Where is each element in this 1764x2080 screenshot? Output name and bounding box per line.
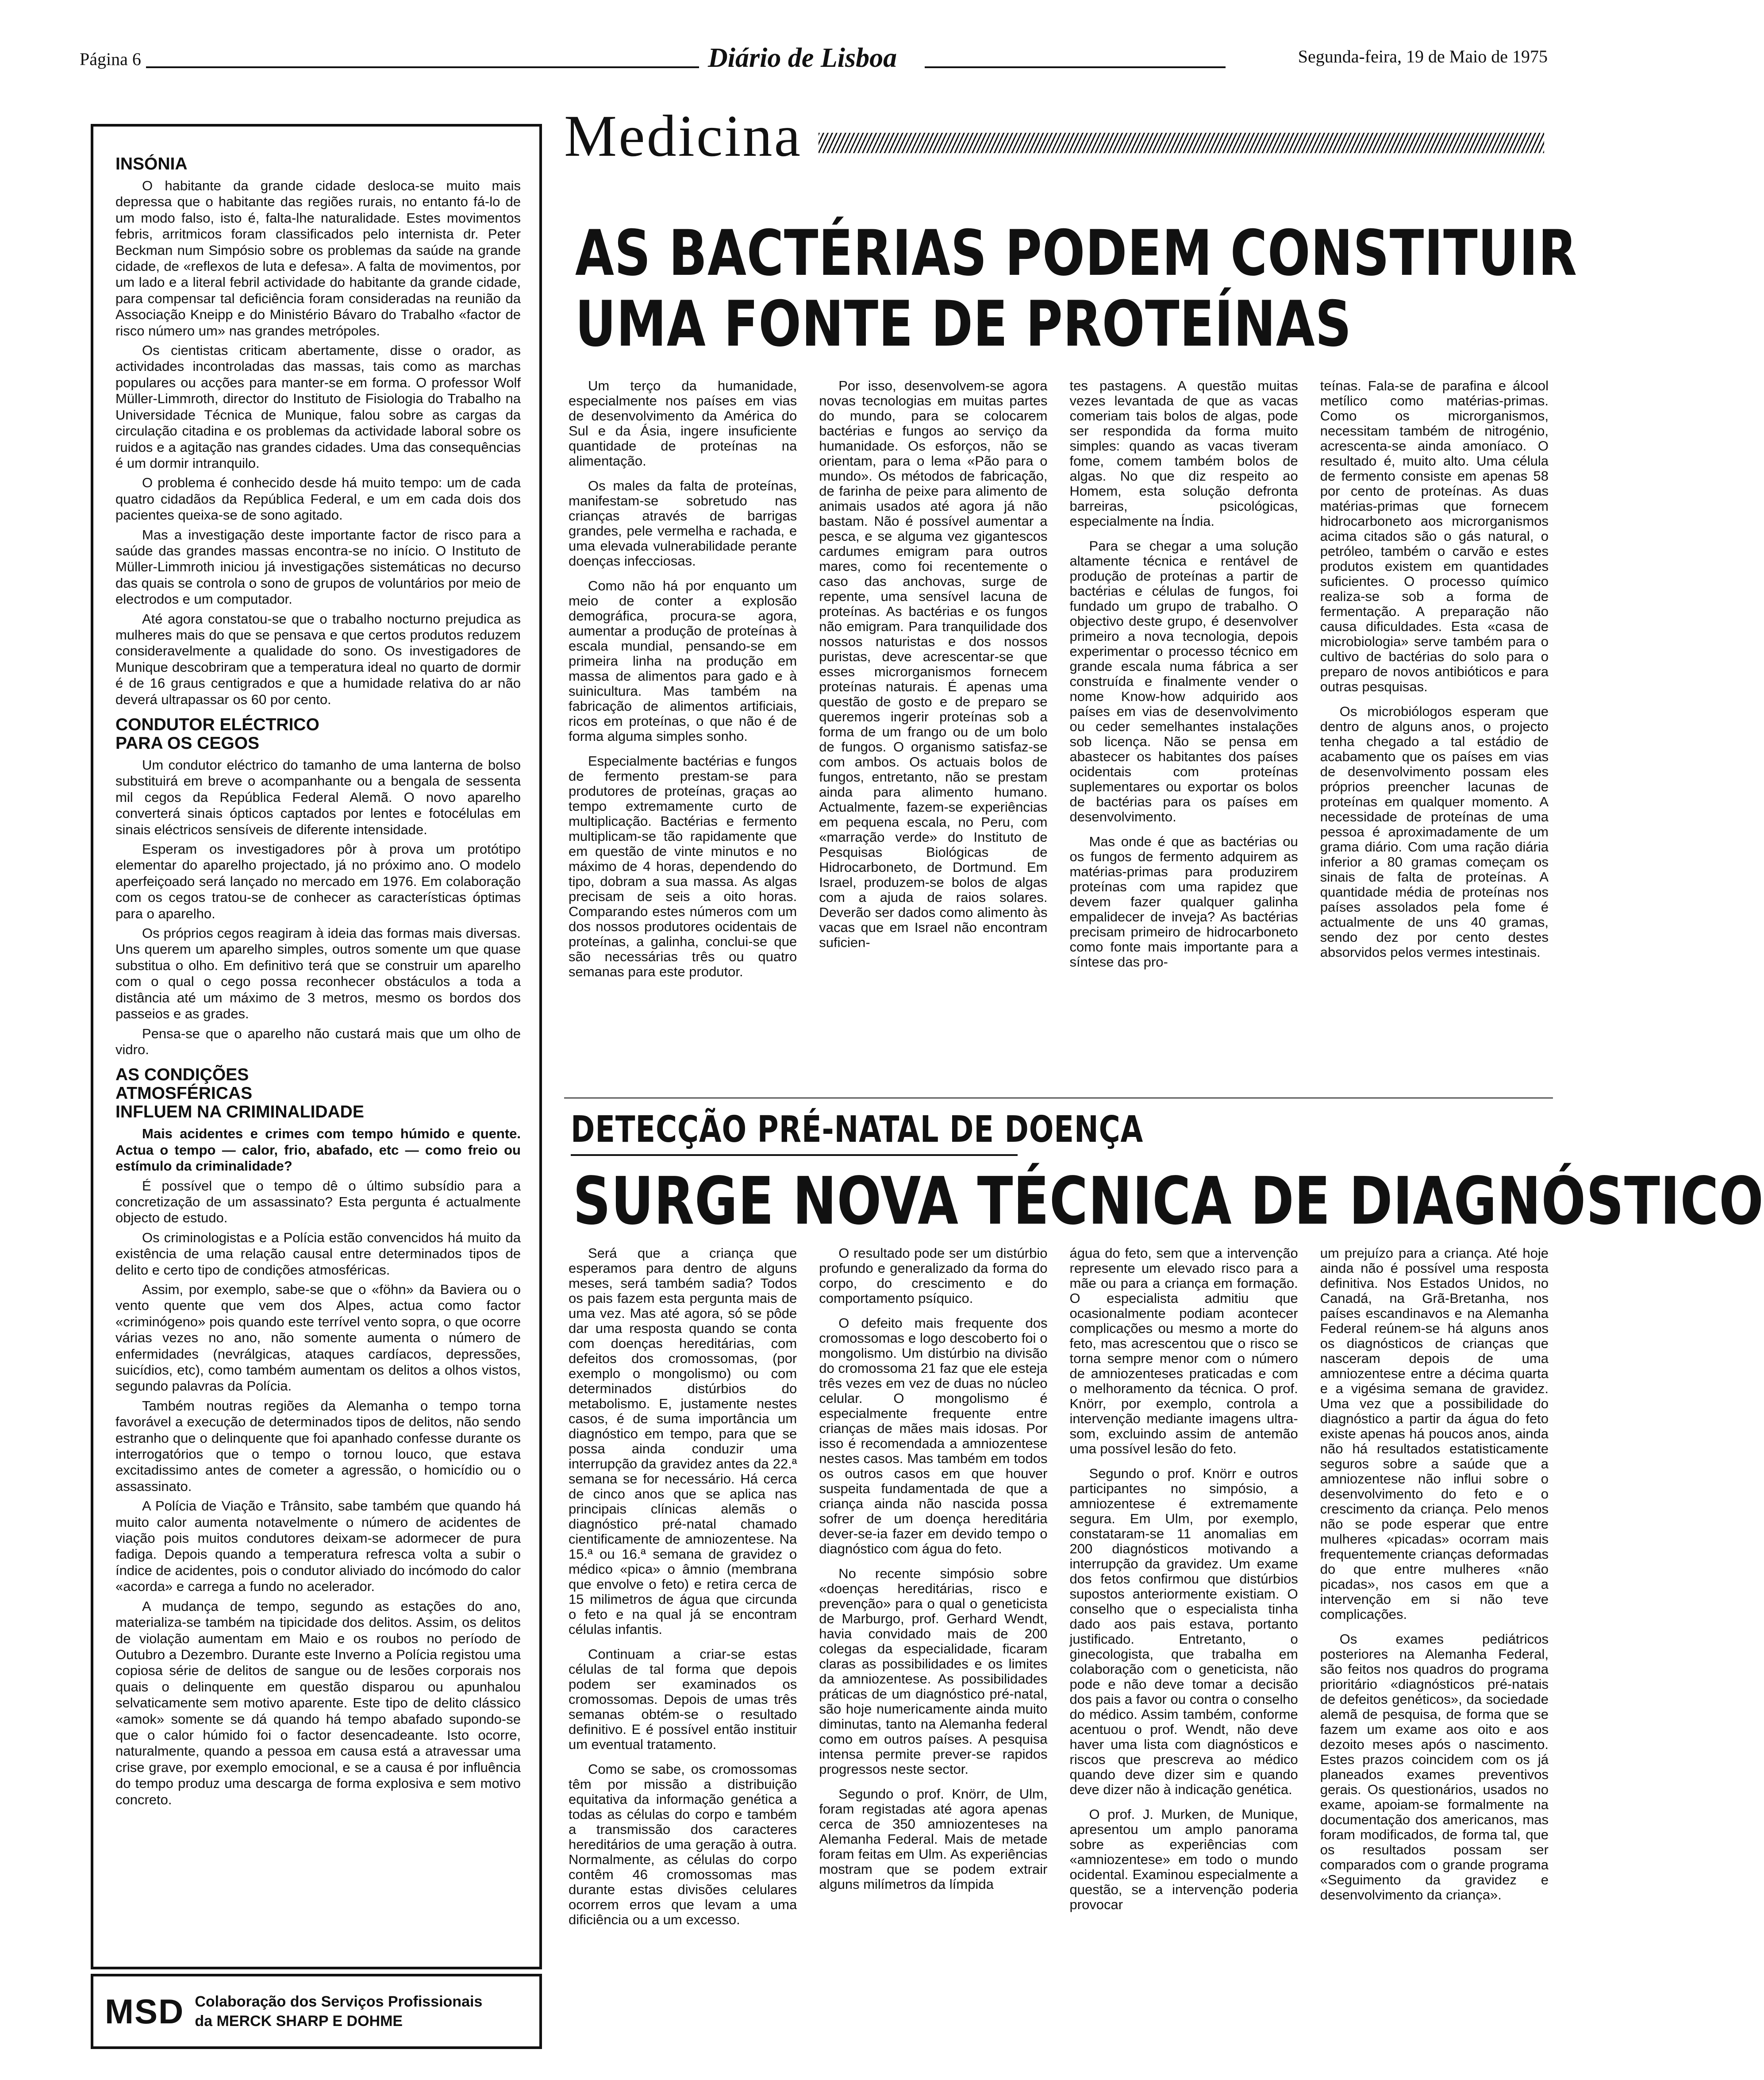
insonia-paragraph: Os cientistas criticam abertamente, disse o orador, as actividades incontroladas das massas, tais como as marchas populares ou acções para manter-se em forma. O professor Wolf Müller-Limmroth, director do Instituto de Fisiologia do Trabalho na Universidade Técnica de Munique, falou sobre as cargas da circulação citadina e os problemas da actividade laboral sobre os ruidos e a agitação nas grandes cidades. Uma das consequências é um dormir intranquilo. — [115, 343, 521, 471]
article2-paragraph: um prejuízo para a criança. Até hoje ainda não é possível uma resposta definitiva. Nos Estados Unidos, no Canadá, na Grã-Bretanha, nos países escandinavos e na Alemanha Federal reúnem-se há alguns anos os diagnósticos de crianças que nasceram depois de uma amniozentese entre a décima quarta e a vigésima semana de gravidez. Uma vez que a possibilidade do diagnóstico a partir da água do feto existe apenas há poucos anos, ainda não há resultados estatisticamente seguros sobre a saúde que a amniozentese não influi sobre o desenvolvimento do feto e o crescimento da criança. Pelo menos não se pode esperar que entre mulheres «picadas» ocorram mais frequentemente crianças deformadas do que entre mulheres «não picadas», nos casos em que a intervenção em si não teve complicações. — [1320, 1245, 1549, 1622]
sponsor-line1: Colaboração dos Serviços Profissionais — [195, 1993, 483, 2010]
article2-paragraph: No recente simpósio sobre «doenças hereditárias, risco e prevenção» para o qual o geneticista de Marburgo, prof. Gerhard Wendt, havia convidado mais de 200 colegas da especialidade, ficaram claras as possibilidades e os limites da amniozentese. As possibilidades práticas de um diagnóstico pré-natal, são hoje numericamente ainda muito diminutas, tanto na Alemanha federal como em outros países. A pesquisa intensa permite prever-se rapidos progressos neste sector. — [819, 1566, 1048, 1777]
section-hatch-rule — [819, 133, 1544, 153]
sidebar-box — [91, 124, 542, 1969]
issue-date: Segunda-feira, 19 de Maio de 1975 — [1298, 46, 1548, 66]
article2-column — [569, 1246, 797, 2073]
article1-paragraph: Como não há por enquanto um meio de conter a explosão demográfica, procura-se agora, aumentar a produção de proteínas à escala mundial, pensando-se em primeira linha na produção em massa de alimentos para gado e à suinicultura. Mas também na fabricação de alimentos artificiais, ricos em proteínas, o que não é de forma alguma simples sonho. — [569, 578, 797, 744]
article2-paragraph: O prof. J. Murken, de Munique, apresentou um amplo panorama sobre as experiências com «amniozentese» em todo o mundo ocidental. Examinou especialmente a questão, se a intervenção poderia provocar — [1069, 1807, 1298, 1912]
insonia-paragraph: O problema é conhecido desde há muito tempo: um de cada quatro cidadãos da República Federal, e um em cada dois dos pacientes queixa-se de sono agitado. — [115, 475, 521, 523]
condutor-paragraph: Um condutor eléctrico do tamanho de uma lanterna de bolso substituirá em breve o acompanhante ou a bengala de sessenta mil cegos da República Federal Alemã. O novo aparelho converterá sinais ópticos captados por lentes e fotocélulas em sinais eléctricos sensíveis de diferente intensidade. — [115, 757, 521, 837]
condutor-paragraph: Pensa-se que o aparelho não custará mais que um olho de vidro. — [115, 1025, 521, 1057]
article1-paragraph: Os males da falta de proteínas, manifestam-se sobretudo nas crianças através de barrigas grandes, pele vermelha e rachada, e uma elevada vulnerabilidade perante doenças infecciosas. — [569, 478, 797, 569]
article1-paragraph: Os microbiólogos esperam que dentro de alguns anos, o projecto tenha chegado a tal estádio de acabamento que os países em vias de desenvolvimento possam eles próprios preencher lacunas de proteínas em qualquer momento. A necessidade de proteínas de uma pessoa é aproximadamente de um grama diário. Com uma ração diária inferior a 80 gramas começam os sinais de falta de proteínas. A quantidade média de proteínas nos países assolados pela fome é actualmente de uns 40 gramas, sendo dez por cento destes absorvidos pelos vermes intestinais. — [1320, 704, 1549, 960]
condicoes-paragraph: A mudança de tempo, segundo as estações do ano, materializa-se também na tipicidade dos delitos. Assim, os delitos de violação aumentam em Maio e os roubos no período de Outubro a Dezembro. Durante este Inverno a Polícia registou uma copiosa série de delitos de sangue ou de lesões corporais nos quais o delinquente em questão disparou ou apunhalou selvaticamente sem motivo aparente. Este tipo de delito clássico «amok» somente se dá quando há tempo abafado supondo-se que o calor húmido foi o factor desencadeante. Isto ocorre, naturalmente, quando a pessoa em causa está a atravessar uma crise grave, por exemplo emocional, e se a causa é por influência do tempo produz uma descarga de forma explosiva e sem motivo concreto. — [115, 1598, 521, 1807]
article2-paragraph: Como se sabe, os cromossomas têm por missão a distribuição equitativa da informação genética a todas as células do corpo e também a transmissão dos caracteres hereditários de uma geração à outra. Normalmente, as células do corpo contêm 46 cromossomas mas durante estas divisões celulares ocorrem erros que levam a uma dificiência ou a um excesso. — [569, 1761, 797, 1927]
article1-paragraph: Para se chegar a uma solução altamente técnica e rentável de produção de proteínas a partir de bactérias e células de fungos, foi fundado um grupo de trabalho. O objectivo deste grupo, é desenvolver primeiro a nova tecnologia, depois experimentar o processo técnico em grande escala numa fábrica a ser construída e finalmente vender o nome Know-how adquirido aos países em vias de desenvolvimento ou ceder semelhantes instalações sob licença. Não se pensa em abastecer os habitantes dos países ocidentais com proteínas suplementares ou exportar os bolos de bactérias para os países em desenvolvimento. — [1069, 538, 1298, 824]
msd-logo: MSD — [105, 1991, 184, 2031]
condutor-paragraph: Esperam os investigadores pôr à prova um protótipo elementar do aparelho projectado, já no próximo ano. O modelo aperfeiçoado será lançado no mercado em 1976. Em colaboração com os cegos tratou-se de conhecer as características óptimas para o aparelho. — [115, 841, 521, 921]
article1-column — [1070, 378, 1298, 1095]
condicoes-heading-line2: ATMOSFÉRICAS — [115, 1084, 253, 1103]
condicoes-heading — [115, 1066, 521, 1121]
article1-paragraph: Mas onde é que as bactérias ou os fungos de fermento adquirem as matérias-primas para produzirem proteínas com uma rapidez que devem fazer qualquer galinha empalidecer de inveja? As bactérias precisam primeiro de hidrocarboneto como fonte mais importante para a síntese das pro- — [1069, 834, 1298, 970]
article2-body — [569, 1246, 1549, 2073]
article2-paragraph: Será que a criança que esperamos para dentro de alguns meses, será também sadia? Todos os pais fazem esta pergunta mais de uma vez. Mas até agora, só se pôde dar uma resposta quando se conta com doenças hereditárias, com defeitos dos cromossomas, (por exemplo o mongolismo) ou com determinados distúrbios do metabolismo. E, justamente nestes casos, é de suma importância um diagnóstico em tempo, para que se possa ainda conduzir uma interrupção da gravidez antes da 22.ª semana se for necessário. Há cerca de cinco anos que se aplica nas principais clínicas alemãs o diagnóstico pré-natal chamado cientificamente de amniozentese. Na 15.ª ou 16.ª semana de gravidez o médico «pica» o âmnio (membrana que envolve o feto) e retira cerca de 15 milimetros de água que circunda o feto e na qual já se encontram células infantis. — [569, 1245, 797, 1637]
article2-column — [819, 1246, 1047, 2073]
article1-headline-line2: UMA FONTE DE PROTEÍNAS — [575, 288, 1352, 361]
condicoes-paragraph: Assim, por exemplo, sabe-se que o «föhn» da Baviera ou o vento quente que vem dos Alpes, actua como factor «criminógeno» pois quando este terrível vento sopra, o que ocorre várias vezes no ano, não somente aumenta o número de enfermidades (nevrálgicas, ataques cardíacos, depressões, suicídios, etc), como também aumentam os delitos a olhos vistos, segundo palavras da Polícia. — [115, 1281, 521, 1394]
article2-paragraph: Os exames pediátricos posteriores na Alemanha Federal, são feitos nos quadros do programa prioritário «diagnósticos pré-natais de defeitos genéticos», da sociedade alemã de pesquisa, de forma que se fazem um exame aos oito e aos dezoito meses após o nascimento. Estes prazos coincidem com os já planeados exames preventivos gerais. Os questionários, usados no exame, apoiam-se formalmente na documentação dos americanos, mas foram modificados, de forma tal, que os resultados possam ser comparados com o grande programa «Seguimento da gravidez e desenvolvimento da criança». — [1320, 1631, 1549, 1903]
insonia-heading: INSÓNIA — [115, 154, 188, 173]
masthead-rule-right — [925, 66, 1226, 68]
sponsor-box — [91, 1974, 542, 2049]
article2-paragraph: O resultado pode ser um distúrbio profundo e generalizado da forma do corpo, do crescimento e do comportamento psíquico. — [819, 1245, 1048, 1306]
article1-column — [1320, 378, 1549, 1095]
article2-paragraph: Continuam a criar-se estas células de tal forma que depois podem ser examinados os cromossomas. Depois de umas três semanas obtém-se o resultado definitivo. E é possível então instituir um eventual tratamento. — [569, 1646, 797, 1752]
article2-column — [1070, 1246, 1298, 2073]
article1-paragraph: Especialmente bactérias e fungos de fermento prestam-se para produtores de proteínas, graças ao tempo extremamente curto de multiplicação. Bactérias e fermento multiplicam-se tão rapidamente que em questão de vinte minutos e no máximo de 4 horas, dependendo do tipo, dobram a sua massa. As algas precisam de seis a oito horas. Comparando estes números com um dos nossos produtores ocidentais de proteínas, a galinha, conclui-se que são necessárias três ou quatro semanas para este produtor. — [569, 753, 797, 979]
article1-column — [569, 378, 797, 1095]
article2-paragraph: Segundo o prof. Knörr e outros participantes no simpósio, a amniozentese é extremamente segura. Em Ulm, por exemplo, constataram-se 11 anomalias em 200 diagnósticos motivando a interrupção da gravidez. Um exame dos fetos confirmou que distúrbios supostos anteriormente existiam. O conselho que o especialista tinha dado aos pais estava, portanto justificado. Entretanto, o ginecologista, que trabalha em colaboração com o geneticista, não pode e não deve tomar a decisão dos pais a favor ou contra o conselho do médico. Assim também, conforme acentuou o prof. Wendt, não deve haver uma lista com diagnósticos e riscos que prescreva ao médico quando deve dizer sim e quando deve dizer não à indicação genética. — [1069, 1466, 1298, 1797]
insonia-paragraph: Até agora constatou-se que o trabalho nocturno prejudica as mulheres mais do que se pensava e que certos produtos reduzem consideravelmente a qualidade do sono. Os investigadores de Munique descobriram que a temperatura ideal no quarto de dormir é de 16 graus centigrados e que a humidade relativa do ar não deverá ultrapassar os 60 por cento. — [115, 611, 521, 707]
insonia-paragraph: Mas a investigação deste importante factor de risco para a saúde das grandes massas encontra-se no início. O Instituto de Müller-Limmroth iniciou já investigações sistemáticas no decurso das quais se controla o sono de grupos de voluntários por meio de electrodos e um computador. — [115, 527, 521, 607]
page-number: Página 6 — [80, 49, 141, 69]
condutor-heading-line1: CONDUTOR ELÉCTRICO — [115, 715, 319, 734]
article1-paragraph: Um terço da humanidade, especialmente nos países em vias de desenvolvimento da América do Sul e da Ásia, ingere insuficiente quantidade de proteínas na alimentação. — [569, 378, 797, 469]
section-title: Medicina — [564, 103, 803, 169]
article2-kicker: DETECÇÃO PRÉ-NATAL DE DOENÇA — [571, 1109, 1144, 1151]
condutor-paragraph: Os próprios cegos reagiram à ideia das formas mais diversas. Uns querem um aparelho simples, outros somente um que quase substitua o olho. Em definitivo terá que se construir um aparelho com o qual o cego possa reconhecer obstáculos a toda a distância até um máximo de 3 metros, mesmo os bordos dos passeios e as grades. — [115, 925, 521, 1022]
article1-paragraph: tes pastagens. A questão muitas vezes levantada de que as vacas comeriam tais bolos de algas, pode ser respondida da forma muito simples: quando as vacas tiveram fome, comem também bolos de algas. No que diz respeito ao Homem, esta solução defronta barreiras, psicológicas, especialmente na Índia. — [1069, 378, 1298, 529]
article1-headline-line1: AS BACTÉRIAS PODEM CONSTITUIR — [575, 217, 1577, 290]
insonia-paragraph: O habitante da grande cidade desloca-se muito mais depressa que o habitante das regiões rurais, no entanto fá-lo de um modo falso, isto é, falta-lhe naturalidade. Estes movimentos febris, arritmicos foram classificados pelo internista dr. Peter Beckman num Simpósio sobre os problemas da saúde na grande cidade, de «reflexos de luta e defesa». A falta de movimentos, por um lado e a literal febril actividade do habitante da grande cidade, para compensar tal deficiência foram consideradas na reunião da Associação Kneipp e do Ministério Bávaro do Trabalho «factor de risco número um» nas grandes metrópoles. — [115, 178, 521, 339]
condicoes-paragraph: Também noutras regiões da Alemanha o tempo torna favorável a execução de determinados tipos de delitos, não sendo estranho que o delinquente que foi apanhado confesse durante os interrogatórios que o tempo o tornou louco, que estava excitadissimo antes de cometer a agressão, o homicídio ou o assassinato. — [115, 1398, 521, 1494]
condicoes-lead: Mais acidentes e crimes com tempo húmido e quente. Actua o tempo — calor, frio, abafado, etc — como freio ou estímulo da criminalidade? — [115, 1126, 521, 1174]
article2-column — [1320, 1246, 1549, 2073]
condutor-heading-line2: PARA OS CEGOS — [115, 734, 260, 753]
condicoes-paragraph: É possível que o tempo dê o último subsídio para a concretização de um assassinato? Esta pergunta é actualmente objecto de estudo. — [115, 1178, 521, 1226]
article2-paragraph: Segundo o prof. Knörr, de Ulm, foram registadas até agora apenas cerca de 350 amniozenteses na Alemanha Federal. Mais de metade foram feitas em Ulm. As experiências mostram que se podem extrair alguns milímetros da límpida — [819, 1786, 1048, 1892]
article2-headline: SURGE NOVA TÉCNICA DE DIAGNÓSTICO — [573, 1163, 1764, 1239]
condicoes-heading-line1: AS CONDIÇÕES — [115, 1065, 249, 1085]
condicoes-heading-line3: INFLUEM NA CRIMINALIDADE — [115, 1102, 364, 1122]
condicoes-paragraph: A Polícia de Viação e Trânsito, sabe também que quando há muito calor aumenta notavelmente o número de acidentes de viação pois muitos condutores deixam-se adormecer de pura fadiga. Depois quando a temperatura refresca volta a subir o índice de acidentes, pois o condutor aliviado do incómodo do calor «acorda» e carrega a fundo no acelerador. — [115, 1498, 521, 1595]
article1-body — [569, 378, 1549, 1095]
article2-paragraph: O defeito mais frequente dos cromossomas e logo descoberto foi o mongolismo. Um distúrbio na divisão do cromossoma 21 faz que ele esteja três vezes em vez de duas no núcleo celular. O mongolismo é especialmente frequente entre crianças de mães mais idosas. Por isso é recomendada a amniozentese nestes casos. Mas também em todos os outros casos em que houver suspeita fundamentada de que a criança ainda não nascida possa sofrer de um doença hereditária dever-se-ia fazer em devido tempo o diagnóstico com água do feto. — [819, 1315, 1048, 1556]
article2-paragraph: água do feto, sem que a intervenção represente um elevado risco para a mãe ou para a criança em formação. O especialista admitiu que ocasionalmente podiam acontecer complicações ou mesmo a morte do feto, mas acrescentou que o risco se torna sempre menor com o número de amniozenteses praticadas e com o melhoramento da técnica. O prof. Knörr, por exemplo, controla a intervenção mediante imagens ultra-som, excluindo assim de antemão uma possível lesão do feto. — [1069, 1245, 1298, 1456]
sponsor-text — [195, 1992, 482, 2031]
condutor-heading — [115, 716, 521, 753]
article1-paragraph: teínas. Fala-se de parafina e álcool metílico como matérias-primas. Como os microrganismos, necessitam também de nitrogénio, acrescenta-se ainda amoníaco. O resultado é, muito alto. Uma célula de fermento consiste em apenas 58 por cento de proteínas. As duas matérias-primas que fornecem hidrocarboneto aos microrganismos acima citados são o gás natural, o petróleo, também o carvão e estes produtos existem em quantidades suficientes. O processo químico realiza-se sob a forma de fermentação. A preparação não causa dificuldades. Esta «casa de microbiologia» serve também para o cultivo de bactérias do solo para o preparo de novos antibióticos e para outras pesquisas. — [1320, 378, 1549, 694]
article1-column — [819, 378, 1047, 1095]
condicoes-paragraph: Os criminologistas e a Polícia estão convencidos há muito da existência de uma relação causal entre determinados tipos de delito e certo tipo de condições atmosféricas. — [115, 1229, 521, 1278]
sponsor-line2: da MERCK SHARP E DOHME — [195, 2013, 403, 2030]
masthead-rule-left — [146, 66, 699, 68]
kicker-underline — [571, 1154, 1018, 1156]
newspaper-title: Diário de Lisboa — [708, 43, 897, 73]
article1-paragraph: Por isso, desenvolvem-se agora novas tecnologias em muitas partes do mundo, para se colocarem bactérias e fungos ao serviço da humanidade. Os esforços, não se orientam, para o lema «Pão para o mundo». Os métodos de fabricação, de farinha de peixe para alimento de animais usados até agora já não bastam. Não é possível aumentar a pesca, e se alguma vez gigantescos cardumes emigram para outros mares, como foi recentemente o caso das anchovas, surge de repente, uma sensível lacuna de proteínas. As bactérias e os fungos não emigram. Para tranquilidade dos nossos naturistas e dos nossos puristas, deve acrescentar-se que esses microrganismos fornecem proteínas naturais. É apenas uma questão de gosto e de preparo se queremos ingerir proteínas sob a forma de um frango ou de um bolo de fungos. O organismo satisfaz-se com ambos. Os actuais bolos de fungos, entretanto, não se prestam ainda para alimento humano. Actualmente, fazem-se experiências em pequena escala, no Peru, com «marração verde» do Instituto de Pesquisas Biológicas de Hidrocarboneto, de Dortmund. Em Israel, produzem-se bolos de algas com a ajuda de raios solares. Deverão ser dados como alimento às vacas que em Israel não encontram suficien- — [819, 378, 1048, 950]
